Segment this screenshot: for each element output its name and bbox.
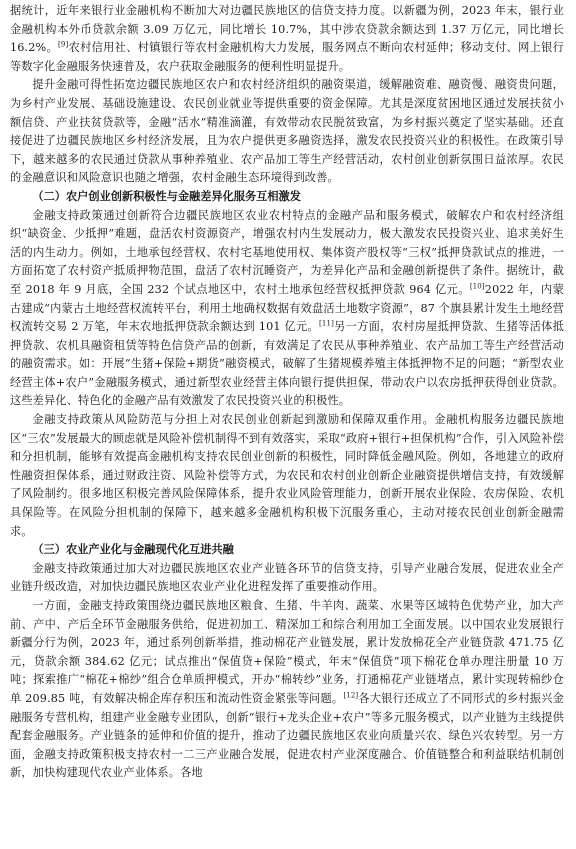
paragraph-6 [10,597,564,783]
paragraph-1-tail: 农村信用社、村镇银行等农村金融机构大力发展，服务网点不断向农村延伸；移动支付、网上银行等数字化金融服务快速普及，农户获取金融服务的便利性明显提升。 [10,41,564,73]
paragraph-5: 金融支持政策通过加大对边疆民族地区农业产业链各环节的信贷支持，引导产业融合发展，促进农业全产业链升级改造，对加快边疆民族地区农业产业化进程发挥了重要推动作用。 [10,561,564,594]
paragraph-4: 金融支持政策从风险防范与分担上对农民创业创新起到激励和保障双重作用。金融机构服务边疆民族地区“三农”发展最大的顾虑就是风险补偿机制得不到有效落实，采取“政府+银行+担保机构”合作，引入风险补偿和分担机制，能够有效提高金融机构支持农民创业创新的积极性，同时降低金融风险。例如，各地建立的政府性融资担保体系，通过财政注资、风险补偿等方式，为农民和农村创业创新企业融资提供增信支持，有效缓解了风险制约。很多地区积极完善风险保障体系，提升农业风险管理能力，创新开展农业保险、农房保险、农机具保险等。在风险分担机制的保障下，越来越多金融机构积极下沉服务重心，主动对接农民创业创新金融需求。 [10,413,564,538]
paragraph-3-tail2: 另一方面，农村房屋抵押贷款、生猪等活体抵押贷款、农机具融资租赁等特色信贷产品的创新，有效满足了农民从事种养殖业、农产品加工等生产经营活动的融资需求。如：开展“生猪+保险+期货”融资模式，破解了生猪规模养殖主体抵押物不足的问题；“新型农业经营主体+农户”金融服务模式，通过新型农业经营主体向银行提供担保，带动农户以农房抵押获得创业贷款。这些差异化、特色化的金融产品有效激发了农民投资兴业的积极性。 [10,320,564,408]
citation-12: [12] [343,691,359,700]
article-body [10,2,564,783]
paragraph-6-text: 一方面，金融支持政策围绕边疆民族地区粮食、生猪、牛羊肉、蔬菜、水果等区域特色优势产业，加大产前、产中、产后全环节金融服务供给，促进初加工、精深加工和综合利用加工全面发展。以中国农业发展银行新疆分行为例，2023 年，通过系列创新举措，推动棉花产业链发展，累计发放棉花全产业链贷款 471.75 亿元，贷款余额 384.62 亿元；试点推出“保值贷+保险”模式，年末“保值贷”项下棉花仓单办理注册量 10 万吨；探索推广“棉花+棉纱”组合仓单质押模式，开办“棉转纱”业务，打通棉花产业链堵点，累计实现转棉纱仓单 209.85 吨，有效解决棉企库存积压和流动性资金紧张等问题。 [10,599,564,705]
paragraph-3-tail: 2022 年，内蒙古建成“内蒙古土地经营权流转平台，利用土地确权数据有效盘活土地数字资源”，87 个旗县累计发生土地经营权流转交易 2 万笔，年末农地抵押贷款余额达到 101 亿元。 [10,282,564,334]
section-heading-3: （三）农业产业化与金融现代化互进共融 [32,543,234,557]
paragraph-3 [10,207,564,412]
paragraph-3-text: 金融支持政策通过创新符合边疆民族地区农业农村特点的金融产品和服务模式，破解农户和农村经济组织“缺资金、少抵押”难题，盘活农村资源资产，增强农村内生发展动力，极大激发农民投资兴业、追求美好生活的内生动力。例如，土地承包经营权、农村宅基地使用权、集体资产股权等“三权”抵押贷款试点的推进，一方面拓宽了农村资产抵质押物范围，盘活了农村沉睡资产，为差异化产品和金融创新提供了条件。据统计，截至 2018 年 9 月底，全国 232 个试点地区中，农村土地承包经营权抵押贷款 964 亿元。 [10,208,564,296]
citation-10: [10] [469,282,485,291]
section-heading-2: （二）农户创业创新积极性与金融差异化服务互相激发 [32,189,301,203]
paragraph-1-text: 据统计，近年来银行业金融机构不断加大对边疆民族地区的信贷支持力度。以新疆为例，2023 年末，银行业金融机构本外币贷款余额 3.09 万亿元，同比增长 10.7%，其中涉农贷款余额达到 1.37 万亿元，同比增长 16.2%。 [10,4,564,55]
paragraph-6-tail: 各大银行还成立了不同形式的乡村振兴金融服务专营机构，组建产业金融专业团队，创新“银行+龙头企业+农户”等多元服务模式，以产业链为主线提供配套金融服务。产业链条的延伸和价值的提升，推动了边疆民族地区农业向质量兴农、绿色兴农转型。另一方面，金融支持政策积极支持农村一二三产业融合发展，促进农村产业深度融合、价值链整合和利益联结机制创新，加快构建现代农业产业体系。各地 [10,691,565,780]
citation-9: [9] [58,40,69,49]
citation-11: [11] [319,319,334,328]
paragraph-1 [10,2,564,76]
paragraph-2: 提升金融可得性拓宽边疆民族地区农户和农村经济组织的融资渠道，缓解融资难、融资慢、融资贵问题，为乡村产业发展、基础设施建设、农民创业就业等提供重要的资金保障。尤其是深度贫困地区通过发展扶贫小额信贷、产业扶贫贷款等，金融“活水”精准滴灌，有效带动农民脱贫致富，为乡村振兴奠定了坚实基础。还直接促进了边疆民族地区乡村经济发展，且为农户提供更多融资选择，激发农民投资兴业的积极性。在政策引导下，越来越多的农民通过贷款从事种养殖业、农产品加工等生产经营活动，农村创业创新氛围日益浓厚。农民的金融意识和风险意识也随之增强，农村金融生态环境得到改善。 [10,78,564,185]
